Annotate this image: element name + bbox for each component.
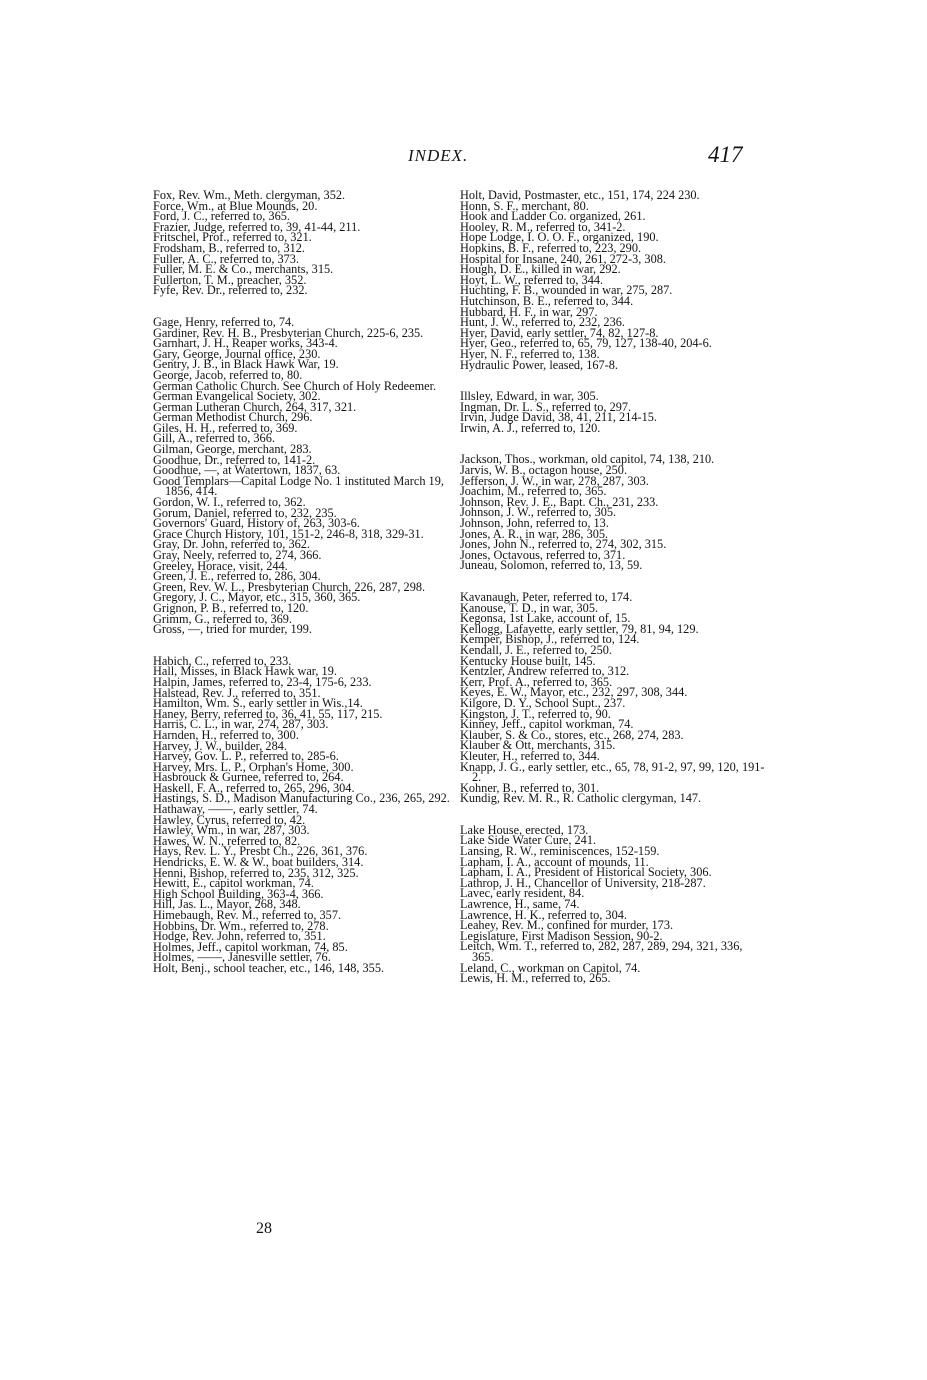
index-entry: Hope Lodge, I. O. O. F., organized, 190. [460,230,659,245]
index-entry: Lavec, early resident, 84. [460,886,585,901]
index-entry: Kundig, Rev. M. R., R. Catholic clergyman, 147. [460,791,702,806]
index-letter-group [153,653,450,975]
index-entry: Hyer, David, early settler, 74, 82, 127-8. [460,325,659,340]
index-entry: Joachim, M., referred to, 365. [460,484,607,499]
index-entry: Hutchinson, B. E., referred to, 344. [460,293,634,308]
index-entry: Goodhue, Dr., referred to, 141-2. [153,452,316,467]
index-entry: Jarvis, W. B., octagon house, 250. [460,463,628,478]
index-entry: Harris, C. L., in war, 274, 287, 303. [153,717,329,732]
index-entry: Hobbins, Dr. Wm., referred to, 278. [153,918,329,933]
index-entry: Lawrence, H. K., referred to, 304. [460,907,627,922]
index-entry: Hubbard, H. F., in war, 297. [460,304,598,319]
index-entry: Lake House, erected, 173. [460,822,589,837]
signature-mark: 28 [256,1220,272,1237]
index-entry: Haskell, F. A., referred to, 265, 296, 304. [153,780,355,795]
index-entry: Harvey, J. W., builder, 284. [153,738,287,753]
index-entry: Jones, Octavous, referred to, 371. [460,547,626,562]
index-entry: Green, J. E., referred to, 286, 304. [153,569,321,584]
index-entry: Ford, J. C., referred to, 365. [153,209,290,224]
index-entry: Holmes, Jeff., capitol workman, 74, 85. [153,939,348,954]
index-entry: Hopkins, B. F., referred to, 223, 290. [460,240,642,255]
index-entry: Hunt, J. W., referred to, 232, 236. [460,315,625,330]
index-entry: Kanouse, T. D., in war, 305. [460,600,599,615]
index-letter-group [460,391,765,433]
index-entry: Gray, Neely, referred to, 274, 366. [153,548,322,562]
index-entry: Harvey, Mrs. L. P., Orphan's Home, 300. [153,759,354,774]
index-entry: Gilman, George, merchant, 283. [153,442,312,457]
index-entry: Klauber & Ott, merchants, 315. [460,738,616,753]
index-entry: Kellogg, Lafayette, early settler, 79, 81, 94, 129. [460,621,699,636]
index-entry: Grignon, P. B., referred to, 120. [153,600,309,615]
index-entry: Fox, Rev. Wm., Meth. clergyman, 352. [153,188,346,202]
index-entry: Hooley, R. M., referred to, 341-2. [460,219,626,234]
index-entry: Harnden, H., referred to, 300. [153,727,299,742]
index-entry: Grimm, G., referred to, 369. [153,611,292,626]
index-entry: Frodsham, B., referred to, 312. [153,240,305,255]
index-entry: Haney, Berry, referred to, 36, 41, 55, 117, 215. [153,706,383,721]
index-entry: Force, Wm., at Blue Mounds, 20. [153,198,318,213]
page-header [0,142,927,172]
index-entry: Kleuter, H., referred to, 344. [460,748,600,763]
index-entry: Gary, George, Journal office, 230. [153,346,321,361]
index-entry: Lathrop, J. H., Chancellor of University, 218-287. [460,875,706,890]
index-entry: Hyer, Geo., referred to, 65, 79, 127, 138-40, 204-6. [460,336,712,351]
index-letter-group [460,592,765,804]
index-entry: Kohner, B., referred to, 301. [460,780,600,795]
index-letter-group [460,454,765,571]
index-letter-group [153,314,450,637]
index-entry: Honn, S. F., merchant, 80. [460,198,589,213]
index-entry: Holt, David, Postmaster, etc., 151, 174, 224 230. [460,188,700,202]
index-entry: Irwin, A. J., referred to, 120. [460,420,601,435]
index-entry: Lawrence, H., same, 74. [460,897,580,912]
index-entry: Green, Rev. W. L., Presbyterian Church, 226, 287, 298. [153,579,426,594]
index-entry: Halstead, Rev. J., referred to, 351. [153,685,321,700]
index-entry: Hospital for Insane, 240, 261, 272-3, 308. [460,251,666,266]
index-entry: Habich, C., referred to, 233. [153,653,292,668]
index-entry: Lapham, I. A., account of mounds, 11. [460,854,649,869]
index-entry: Johnson, J. W., referred to, 305. [460,505,617,520]
index-entry: Hawley, Cyrus, referred to, 42. [153,812,306,827]
index-entry: Hough, D. E., killed in war, 292. [460,262,621,277]
index-entry: Hook and Ladder Co. organized, 261. [460,209,646,224]
index-entry: Giles, H. H., referred to, 369. [153,420,298,435]
index-entry: Fullerton, T. M., preacher, 352. [153,272,307,287]
index-entry: Huchting, F. B., wounded in war, 275, 287. [460,283,673,298]
index-letter-group [153,190,450,296]
index-entry: Illsley, Edward, in war, 305. [460,389,599,404]
index-entry: Gross, —, tried for murder, 199. [153,622,312,637]
running-title: INDEX. [408,146,469,165]
index-entry: Jefferson, J. W., in war, 278, 287, 303. [460,473,649,488]
index-entry: German Evangelical Society, 302. [153,389,321,404]
index-entry: Gregory, J. C., Mayor, etc., 315, 360, 365. [153,590,361,605]
index-entry: Goodhue, —, at Watertown, 1837, 63. [153,463,341,478]
index-entry: Leahey, Rev. M., confined for murder, 173. [460,918,674,933]
index-entry: High School Building, 363-4, 366. [153,886,324,901]
index-entry: Johnson, Rev. J. E., Bapt. Ch., 231, 233. [460,494,659,509]
index-entry: Hill, Jas. L., Mayor, 268, 348. [153,897,301,912]
index-entry: Grace Church History, 101, 151-2, 246-8, 318, 329-31. [153,526,424,541]
index-entry: Gill, A., referred to, 366. [153,431,275,446]
index-entry: Kentucky House built, 145. [460,653,596,668]
index-entry: Leitch, Wm. T., referred to, 282, 287, 289, 294, 321, 336, 365. [460,939,743,964]
index-entry: Henni, Bishop, referred to, 235, 312, 325. [153,865,359,880]
index-entry: Kerr, Prof. A., referred to, 365. [460,674,613,689]
index-entry: Gray, Dr. John, referred to, 362. [153,537,310,552]
index-entry: Kegonsa, 1st Lake, account of, 15. [460,611,631,626]
index-entry: Good Templars—Capital Lodge No. 1 instituted March 19, 1856, 414. [153,473,444,499]
index-entry: Kavanaugh, Peter, referred to, 174. [460,590,633,604]
index-entry: Fyfe, Rev. Dr., referred to, 232. [153,283,308,298]
index-entry: Hays, Rev. L. Y., Presbt Ch., 226, 361, 376. [153,844,368,859]
index-entry: Fuller, M. E. & Co., merchants, 315. [153,262,334,277]
index-letter-group [460,822,765,986]
index-entry: Kentzler, Andrew referred to, 312. [460,664,630,679]
index-entry: German Methodist Church, 296. [153,410,313,425]
index-column-right [460,190,765,1005]
index-entry: Holt, Benj., school teacher, etc., 146, 148, 355. [153,960,385,975]
index-entry: Hyer, N. F., referred to, 138. [460,346,600,361]
index-entry: Fritschel, Prof., referred to, 321. [153,230,312,245]
index-entry: Keyes, E. W., Mayor, etc., 232, 297, 308, 344. [460,685,688,700]
index-entry: Halpin, James, referred to, 23-4, 175-6, 233. [153,674,372,689]
index-entry: Irvin, Judge David, 38, 41, 211, 214-15. [460,410,657,425]
index-entry: George, Jacob, referred to, 80. [153,367,303,382]
index-entry: Hewitt, E., capitol workman, 74. [153,876,314,891]
index-entry: Hathaway, ——, early settler, 74. [153,802,318,817]
index-entry: Lake Side Water Cure, 241. [460,833,597,848]
index-entry: Kinney, Jeff., capitol workman, 74. [460,717,634,732]
index-entry: German Catholic Church. See Church of Holy Redeemer. [153,378,437,393]
index-entry: Hawes, W. N., referred to, 82. [153,833,301,848]
page-number: 417 [708,142,743,167]
index-entry: Holmes, ——, Janesville settler, 76. [153,950,331,965]
index-entry: Lapham, I. A., President of Historical Society, 306. [460,865,712,880]
index-entry: Jones, A. R., in war, 286, 305. [460,526,609,541]
index-entry: Harvey, Gov. L. P., referred to, 285-6. [153,749,339,764]
index-entry: Ingman, Dr. L. S., referred to, 297. [460,399,632,414]
index-entry: Klauber, S. & Co., stores, etc., 268, 274, 283. [460,727,684,742]
index-entry: Hamilton, Wm. S., early settler in Wis.,14. [153,696,363,711]
index-entry: Kendall, J. E., referred to, 250. [460,642,612,657]
index-entry: Leland, C., workman on Capitol, 74. [460,960,641,975]
index-entry: Hydraulic Power, leased, 167-8. [460,357,618,372]
index-entry: Kingston, J. T., referred to, 90. [460,706,611,721]
index-entry: Hall, Misses, in Black Hawk war, 19. [153,664,337,679]
index-entry: Kemper, Bishop, J., referred to, 124. [460,632,640,647]
index-entry: Jackson, Thos., workman, old capitol, 74, 138, 210. [460,452,715,467]
index-entry: Juneau, Solomon, referred to, 13, 59. [460,558,643,573]
index-column-left [153,190,450,995]
index-entry: Legislature, First Madison Session, 90-2. [460,928,663,943]
index-entry: Hasbrouck & Gurnee, referred to, 264. [153,770,344,785]
index-letter-group [460,190,765,370]
index-entry: Hastings, S. D., Madison Manufacturing Co., 236, 265, 292. [153,791,450,806]
index-entry: Gorum, Daniel, referred to, 232, 235. [153,505,337,520]
index-entry: Himebaugh, Rev. M., referred to, 357. [153,908,342,922]
index-entry: Hawley, Wm., in war, 287, 303. [153,823,310,838]
index-entry: Greeley, Horace, visit, 244. [153,558,288,573]
index-entry: Gardiner, Rev. H. B., Presbyterian Church, 225-6, 235. [153,325,424,340]
index-entry: Hoyt, L. W., referred to, 344. [460,272,604,287]
index-entry: Hendricks, E. W. & W., boat builders, 314. [153,855,364,870]
index-entry: Johnson, John, referred to, 13. [460,516,609,531]
index-entry: Hodge, Rev. John, referred to, 351. [153,929,326,944]
index-entry: Lansing, R. W., reminiscences, 152-159. [460,844,660,859]
index-entry: German Lutheran Church, 264, 317, 321. [153,399,357,414]
index-entry: Lewis, H. M., referred to, 265. [460,971,611,986]
index-entry: Gordon, W. I., referred to, 362. [153,495,306,510]
index-entry: Governors' Guard, History of, 263, 303-6. [153,516,360,531]
index-entry: Fuller, A. C., referred to, 373. [153,251,300,266]
index-entry: Frazier, Judge, referred to, 39, 41-44, 211. [153,219,361,234]
index-entry: Gage, Henry, referred to, 74. [153,314,295,329]
index-entry: Jones, John N., referred to, 274, 302, 315. [460,537,667,552]
index-entry: Garnhart, J. H., Reaper works, 343-4. [153,336,338,351]
index-entry: Kilgore, D. Y., School Supt., 237. [460,695,626,710]
index-entry: Gentry, J. B., in Black Hawk War, 19. [153,357,339,372]
index-entry: Knapp, J. G., early settler, etc., 65, 78, 91-2, 97, 99, 120, 191-2. [460,759,765,785]
